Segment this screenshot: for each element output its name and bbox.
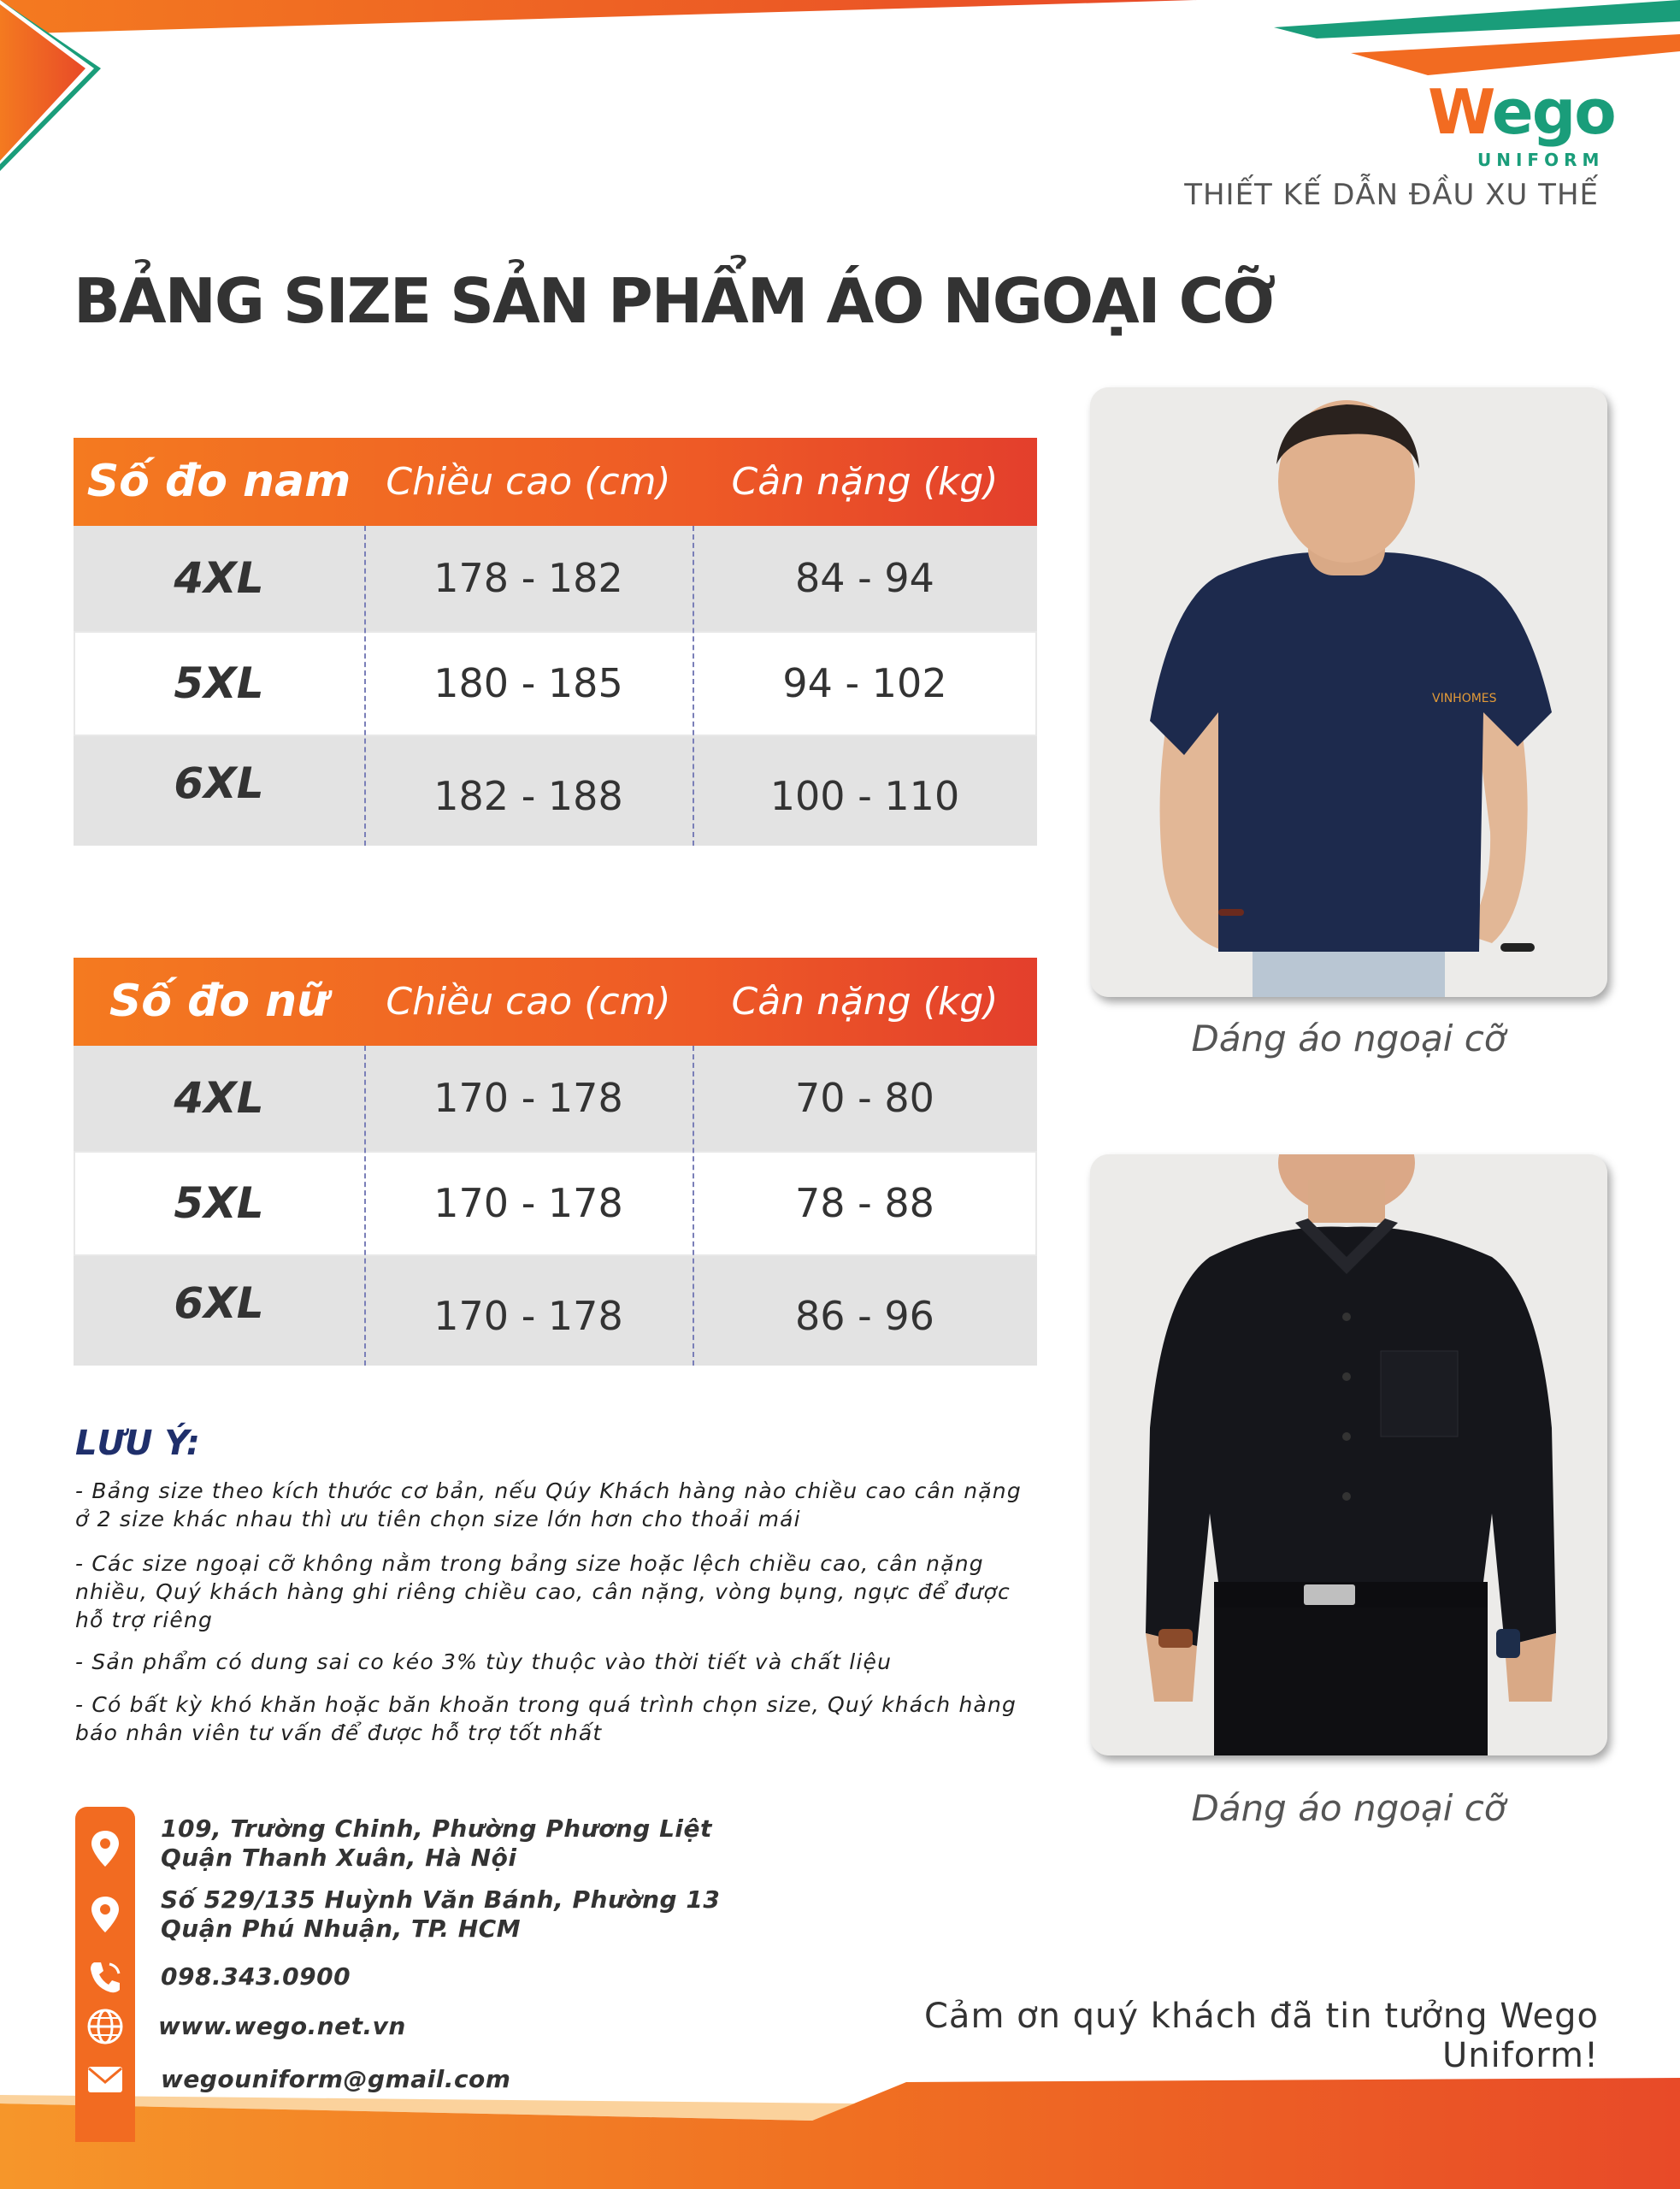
logo-uniform-text: UNIFORM xyxy=(1477,150,1605,170)
weight-cell: 94 - 102 xyxy=(782,660,947,706)
location-pin-icon xyxy=(82,1826,128,1872)
shirt-print-text: VINHOMES xyxy=(1432,692,1497,705)
photo-caption: Dáng áo ngoại cỡ xyxy=(1191,1018,1506,1059)
header-weight: Cân nặng (kg) xyxy=(731,460,999,504)
weight-cell: 84 - 94 xyxy=(795,555,934,601)
height-cell: 170 - 178 xyxy=(433,1075,623,1121)
height-cell: 178 - 182 xyxy=(433,555,623,601)
wego-uniform-logo xyxy=(1428,76,1615,170)
address-line: Quận Thanh Xuân, Hà Nội xyxy=(161,1844,517,1872)
header-women-measure: Số đo nữ xyxy=(109,976,329,1027)
note-item: - Bảng size theo kích thước cơ bản, nếu Qúy Khách hàng nào chiều cao cân nặng ở 2 size khác nhau thì ưu tiên chọn size lớn hơn cho thoải mái xyxy=(75,1478,1022,1531)
brand-slogan: THIẾT KẾ DẪN ĐẦU XU THẾ xyxy=(1184,178,1599,212)
women-size-table xyxy=(74,958,1037,1366)
website-link[interactable]: www.wego.net.vn xyxy=(158,2012,406,2040)
table-row xyxy=(74,1046,1037,1151)
phone-number[interactable]: 098.343.0900 xyxy=(161,1962,351,1991)
phone-icon xyxy=(82,1954,128,2000)
thank-you-message: Cảm ơn quý khách đã tin tưởng Wego Uniform! xyxy=(924,1997,1599,2075)
height-cell: 170 - 178 xyxy=(433,1293,623,1339)
table-row xyxy=(74,631,1037,736)
table-row xyxy=(74,526,1037,631)
table-row xyxy=(74,1256,1037,1366)
logo-w-letter: W xyxy=(1428,76,1492,148)
address-line: Quận Phú Nhuận, TP. HCM xyxy=(161,1915,522,1943)
photo-caption: Dáng áo ngoại cỡ xyxy=(1191,1787,1506,1829)
header-weight: Cân nặng (kg) xyxy=(731,980,999,1024)
size-cell: 6XL xyxy=(174,1278,264,1328)
size-cell: 4XL xyxy=(174,553,264,603)
header-height: Chiều cao (cm) xyxy=(386,980,671,1024)
header-height: Chiều cao (cm) xyxy=(386,460,671,504)
location-pin-icon xyxy=(82,1891,128,1938)
address-line: 109, Trường Chinh, Phường Phương Liệt xyxy=(161,1814,712,1843)
top-left-triangle-decoration xyxy=(0,0,111,171)
table-row xyxy=(74,736,1037,846)
men-size-table xyxy=(74,438,1037,846)
mail-icon xyxy=(82,2056,128,2103)
dress-shirt-model-illustration xyxy=(1090,1154,1607,1755)
size-cell: 6XL xyxy=(174,758,264,808)
address-hanoi xyxy=(161,1814,712,1873)
table-row xyxy=(74,1151,1037,1256)
column-divider xyxy=(364,526,366,846)
women-table-header xyxy=(74,958,1037,1046)
note-item: - Sản phẩm có dung sai co kéo 3% tùy thuộc vào thời tiết và chất liệu xyxy=(75,1649,893,1674)
note-item: - Có bất kỳ khó khăn hoặc băn khoăn trong quá trình chọn size, Quý khách hàng báo nhân viên tư vấn để được hỗ trợ tốt nhất xyxy=(75,1692,1017,1745)
height-cell: 170 - 178 xyxy=(433,1180,623,1226)
globe-icon xyxy=(82,2003,128,2050)
column-divider xyxy=(693,526,694,846)
bottom-orange-wave-decoration xyxy=(0,2078,1680,2189)
size-cell: 5XL xyxy=(174,1178,264,1228)
column-divider xyxy=(693,1046,694,1366)
column-divider xyxy=(364,1046,366,1366)
height-cell: 180 - 185 xyxy=(433,660,623,706)
note-item: - Các size ngoại cỡ không nằm trong bảng size hoặc lệch chiều cao, cân nặng nhiều, Quý khách hàng ghi riêng chiều cao, cân nặng, vòng bụng, ngực để được hỗ trợ riêng xyxy=(75,1551,1011,1632)
height-cell: 182 - 188 xyxy=(433,773,623,819)
size-cell: 4XL xyxy=(174,1073,264,1123)
notes-title: LƯU Ý: xyxy=(75,1424,200,1463)
weight-cell: 70 - 80 xyxy=(795,1075,934,1121)
size-cell: 5XL xyxy=(174,658,264,708)
header-men-measure: Số đo nam xyxy=(86,456,351,507)
model-photo-tshirt xyxy=(1090,387,1607,997)
weight-cell: 78 - 88 xyxy=(795,1180,934,1226)
weight-cell: 100 - 110 xyxy=(769,773,960,819)
email-link[interactable]: wegouniform@gmail.com xyxy=(161,2065,511,2093)
tshirt-model-illustration xyxy=(1090,387,1607,997)
weight-cell: 86 - 96 xyxy=(795,1293,934,1339)
address-line: Số 529/135 Huỳnh Văn Bánh, Phường 13 xyxy=(161,1885,721,1914)
logo-ego-letters: ego xyxy=(1491,76,1615,148)
address-hcm xyxy=(161,1885,720,1944)
model-photo-dress-shirt xyxy=(1090,1154,1607,1755)
page-title: BẢNG SIZE SẢN PHẨM ÁO NGOẠI CỠ xyxy=(74,265,1275,337)
men-table-header xyxy=(74,438,1037,526)
